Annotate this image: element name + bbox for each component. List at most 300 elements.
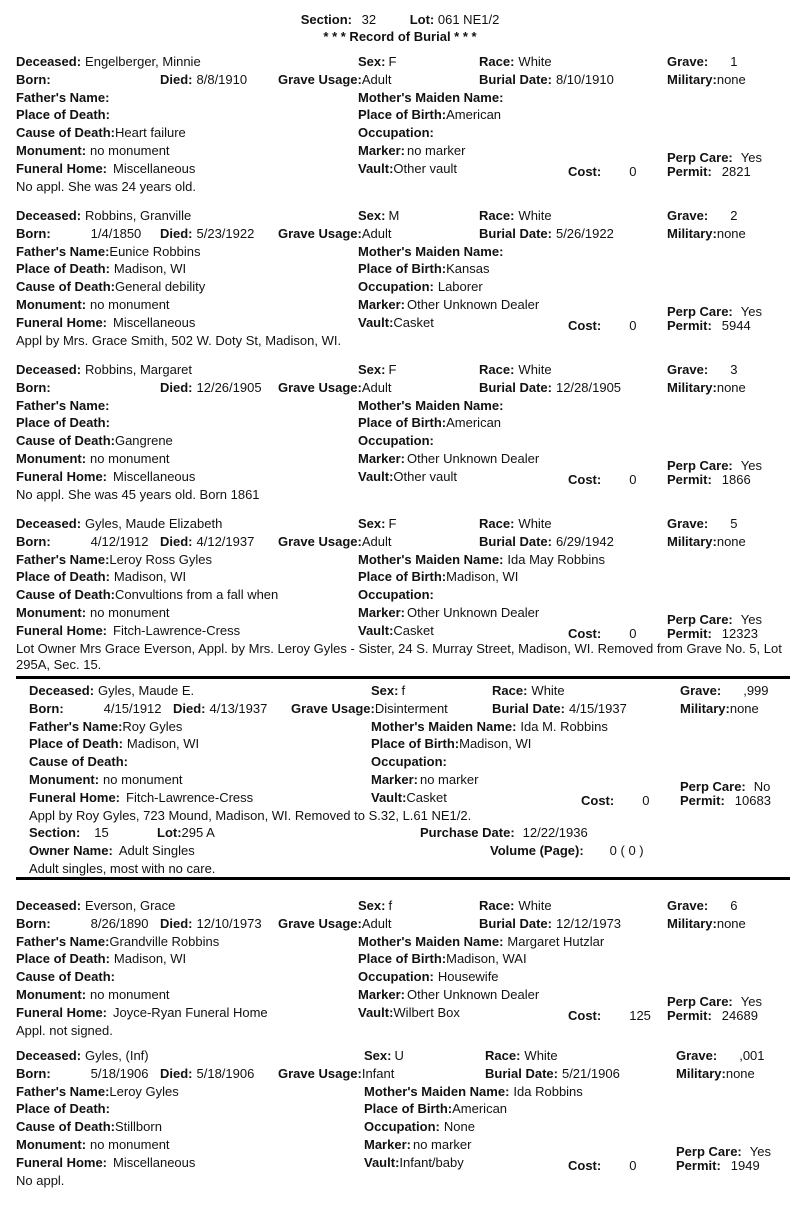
field-born xyxy=(16,1066,149,1082)
field-cause-of-death xyxy=(16,1119,162,1135)
funeral-home-value: Miscellaneous xyxy=(113,315,196,330)
field-born xyxy=(16,72,91,88)
sex-label: Sex: xyxy=(358,516,386,531)
burial-date-value: 5/21/1906 xyxy=(561,1066,620,1081)
field-place-of-birth xyxy=(364,1101,507,1117)
cost-label: Cost: xyxy=(568,164,602,179)
mothers-maiden-name-label: Mother's Maiden Name: xyxy=(358,244,504,259)
grave-label: Grave: xyxy=(667,208,709,223)
cause-of-death-value: General debility xyxy=(114,279,206,294)
place-of-death-label: Place of Death: xyxy=(16,415,110,430)
field-grave-usage xyxy=(278,534,391,550)
race-value: White xyxy=(518,516,552,531)
purchase-date-value: 12/22/1936 xyxy=(522,825,588,840)
born-value: 4/15/1912 xyxy=(103,701,162,716)
lot-value: 061 NE1/2 xyxy=(437,12,500,27)
grave-usage-value: Infant xyxy=(361,1066,395,1081)
field-grave xyxy=(667,208,737,224)
field-cost xyxy=(568,472,636,488)
race-label: Race: xyxy=(479,898,515,913)
race-value: White xyxy=(518,898,552,913)
field-grave-usage xyxy=(278,226,391,242)
field-cause-of-death xyxy=(16,125,186,141)
lot-label: Lot: xyxy=(409,12,435,27)
cause-of-death-value: Gangrene xyxy=(114,433,173,448)
funeral-home-label: Funeral Home: xyxy=(16,1155,108,1170)
section-value: 15 xyxy=(94,825,109,840)
occupation-label: Occupation: xyxy=(358,587,434,602)
field-cost xyxy=(581,793,649,809)
field-purchase-date xyxy=(420,825,588,841)
died-value: 12/10/1973 xyxy=(196,916,262,931)
burial-record xyxy=(0,516,800,676)
vault-label: Vault: xyxy=(364,1155,400,1170)
mothers-maiden-name-label: Mother's Maiden Name: xyxy=(364,1084,510,1099)
deceased-label: Deceased: xyxy=(29,683,95,698)
military-label: Military: xyxy=(680,701,730,716)
field-sex xyxy=(358,208,399,224)
perp-care-value: Yes xyxy=(740,612,762,627)
field-permit xyxy=(680,793,771,809)
mothers-maiden-name-label: Mother's Maiden Name: xyxy=(358,552,504,567)
grave-value: ,999 xyxy=(743,683,769,698)
field-marker xyxy=(358,451,539,467)
field-vault xyxy=(358,623,434,639)
cause-of-death-label: Cause of Death: xyxy=(16,587,115,602)
field-sex xyxy=(364,1048,404,1064)
perp-care-value: Yes xyxy=(740,458,762,473)
military-label: Military: xyxy=(667,916,717,931)
field-grave-usage xyxy=(278,380,391,396)
field-grave xyxy=(667,516,737,532)
field-monument xyxy=(16,451,170,467)
field-cause-of-death xyxy=(29,754,128,770)
field-grave-usage xyxy=(291,701,448,717)
field-marker xyxy=(364,1137,472,1153)
grave-value: 5 xyxy=(730,516,738,531)
marker-value: Other Unknown Dealer xyxy=(406,297,540,312)
died-label: Died: xyxy=(160,1066,193,1081)
volume-page-value: 0 ( 0 ) xyxy=(609,843,644,858)
perp-care-value: Yes xyxy=(740,150,762,165)
burial-date-label: Burial Date: xyxy=(485,1066,558,1081)
burial-date-value: 12/28/1905 xyxy=(555,380,622,395)
record-note: No appl. She was 45 years old. Born 1861 xyxy=(16,487,260,502)
perp-care-value: Yes xyxy=(740,994,762,1009)
deceased-value: Robbins, Granville xyxy=(85,208,192,223)
place-of-death-value: Madison, WI xyxy=(113,569,187,584)
section-value: 32 xyxy=(361,12,377,27)
field-race xyxy=(492,683,565,699)
field-fathers-name xyxy=(16,1084,179,1100)
race-value: White xyxy=(518,208,552,223)
field-sex xyxy=(358,54,396,70)
permit-label: Permit: xyxy=(667,472,712,487)
deceased-label: Deceased: xyxy=(16,898,82,913)
perp-care-label: Perp Care: xyxy=(667,150,733,165)
burial-record xyxy=(0,683,800,876)
mothers-maiden-name-value: Margaret Hutzlar xyxy=(507,934,605,949)
monument-label: Monument: xyxy=(16,297,87,312)
cause-of-death-label: Cause of Death: xyxy=(16,969,115,984)
grave-label: Grave: xyxy=(667,362,709,377)
field-mothers-maiden-name xyxy=(371,719,608,735)
field-owner-name xyxy=(29,843,195,859)
monument-value: no monument xyxy=(90,1137,170,1152)
cause-of-death-label: Cause of Death: xyxy=(16,1119,115,1134)
field-place-of-death xyxy=(16,415,114,431)
vault-value: Casket xyxy=(393,623,434,638)
born-label: Born: xyxy=(29,701,64,716)
place-of-birth-value: American xyxy=(446,415,502,430)
born-label: Born: xyxy=(16,916,51,931)
field-died xyxy=(160,916,262,932)
deceased-value: Gyles, (Inf) xyxy=(85,1048,149,1063)
field-cause-of-death xyxy=(16,587,278,603)
field-sex xyxy=(371,683,405,699)
occupation-value: Housewife xyxy=(437,969,499,984)
burial-record xyxy=(0,54,800,214)
burial-date-value: 12/12/1973 xyxy=(555,916,622,931)
field-occupation xyxy=(358,125,438,141)
field-deceased xyxy=(16,362,192,378)
field-occupation xyxy=(371,754,451,770)
cause-of-death-value: Stillborn xyxy=(114,1119,162,1134)
race-label: Race: xyxy=(479,208,515,223)
deceased-label: Deceased: xyxy=(16,1048,82,1063)
field-mothers-maiden-name xyxy=(358,398,507,414)
field-military xyxy=(667,380,746,396)
field-military xyxy=(667,916,746,932)
monument-label: Monument: xyxy=(16,987,87,1002)
permit-value: 10683 xyxy=(734,793,771,808)
burial-date-label: Burial Date: xyxy=(479,534,552,549)
field-vault xyxy=(358,469,457,485)
permit-label: Permit: xyxy=(667,164,712,179)
cost-label: Cost: xyxy=(568,318,602,333)
burial-date-value: 5/26/1922 xyxy=(555,226,614,241)
perp-care-value: Yes xyxy=(749,1144,771,1159)
field-funeral-home xyxy=(16,161,195,177)
place-of-death-value: Madison, WI xyxy=(113,261,187,276)
monument-label: Monument: xyxy=(16,143,87,158)
deceased-label: Deceased: xyxy=(16,208,82,223)
field-funeral-home xyxy=(16,1155,195,1171)
sex-label: Sex: xyxy=(358,208,386,223)
fathers-name-value: Leroy Ross Gyles xyxy=(109,552,212,567)
field-place-of-birth xyxy=(358,951,527,967)
field-cost xyxy=(568,164,636,180)
mothers-maiden-name-value: Ida Robbins xyxy=(513,1084,583,1099)
cost-value: 0 xyxy=(629,318,637,333)
purchase-date-label: Purchase Date: xyxy=(420,825,515,840)
grave-label: Grave: xyxy=(667,54,709,69)
permit-value: 24689 xyxy=(721,1008,758,1023)
field-race xyxy=(479,898,552,914)
place-of-birth-label: Place of Birth: xyxy=(358,569,447,584)
field-mothers-maiden-name xyxy=(358,934,604,950)
occupation-label: Occupation: xyxy=(364,1119,440,1134)
military-value: none xyxy=(725,1066,755,1081)
occupation-label: Occupation: xyxy=(371,754,447,769)
field-funeral-home xyxy=(16,623,240,639)
field-permit xyxy=(667,1008,758,1024)
died-label: Died: xyxy=(160,916,193,931)
died-value: 8/8/1910 xyxy=(196,72,248,87)
cost-label: Cost: xyxy=(568,1008,602,1023)
marker-label: Marker: xyxy=(358,297,405,312)
field-occupation xyxy=(358,587,438,603)
place-of-birth-value: Madison, WI xyxy=(459,736,532,751)
born-label: Born: xyxy=(16,226,51,241)
vault-value: Casket xyxy=(406,790,447,805)
perp-care-value: Yes xyxy=(740,304,762,319)
occupation-label: Occupation: xyxy=(358,279,434,294)
place-of-birth-label: Place of Birth: xyxy=(358,261,447,276)
vault-value: Wilbert Box xyxy=(393,1005,460,1020)
field-fathers-name xyxy=(16,398,109,414)
occupation-label: Occupation: xyxy=(358,125,434,140)
field-marker xyxy=(358,143,466,159)
field-permit xyxy=(667,472,751,488)
vault-label: Vault: xyxy=(358,623,394,638)
funeral-home-label: Funeral Home: xyxy=(16,161,108,176)
place-of-birth-value: American xyxy=(452,1101,508,1116)
field-military xyxy=(680,701,759,717)
field-occupation xyxy=(358,279,483,295)
field-burial-date xyxy=(479,226,614,242)
place-of-birth-value: Madison, WAI xyxy=(446,951,527,966)
volume-page-label: Volume (Page): xyxy=(490,843,584,858)
race-label: Race: xyxy=(485,1048,521,1063)
field-place-of-death xyxy=(16,107,114,123)
field-race xyxy=(479,208,552,224)
mothers-maiden-name-label: Mother's Maiden Name: xyxy=(358,90,504,105)
field-burial-date xyxy=(479,916,621,932)
fathers-name-value: Leroy Gyles xyxy=(109,1084,179,1099)
marker-label: Marker: xyxy=(358,143,405,158)
vault-value: Casket xyxy=(393,315,434,330)
field-died xyxy=(160,534,254,550)
field-fathers-name xyxy=(16,934,219,950)
marker-label: Marker: xyxy=(358,451,405,466)
grave-usage-label: Grave Usage: xyxy=(291,701,375,716)
fathers-name-label: Father's Name: xyxy=(16,1084,110,1099)
funeral-home-label: Funeral Home: xyxy=(29,790,121,805)
grave-label: Grave: xyxy=(667,516,709,531)
field-marker xyxy=(358,605,539,621)
permit-label: Permit: xyxy=(667,626,712,641)
grave-value: 6 xyxy=(730,898,738,913)
field-deceased xyxy=(16,208,191,224)
owner-name-value: Adult Singles xyxy=(118,843,195,858)
field-place-of-birth xyxy=(358,569,518,585)
field-marker xyxy=(371,772,479,788)
grave-usage-value: Adult xyxy=(361,380,392,395)
field-born xyxy=(29,701,162,717)
burial-date-value: 8/10/1910 xyxy=(555,72,614,87)
field-burial-date xyxy=(485,1066,620,1082)
field-lot xyxy=(157,825,215,841)
cause-of-death-label: Cause of Death: xyxy=(16,125,115,140)
sex-value: f xyxy=(388,898,393,913)
died-value: 4/12/1937 xyxy=(196,534,255,549)
burial-date-label: Burial Date: xyxy=(492,701,565,716)
field-born xyxy=(16,534,149,550)
record-divider xyxy=(16,877,790,880)
died-label: Died: xyxy=(160,380,193,395)
field-race xyxy=(479,516,552,532)
permit-value: 1866 xyxy=(721,472,751,487)
deceased-label: Deceased: xyxy=(16,362,82,377)
field-permit xyxy=(667,164,751,180)
monument-value: no monument xyxy=(90,987,170,1002)
field-military xyxy=(667,226,746,242)
field-fathers-name xyxy=(29,719,182,735)
military-label: Military: xyxy=(676,1066,726,1081)
field-burial-date xyxy=(479,72,614,88)
race-value: White xyxy=(524,1048,558,1063)
field-cost xyxy=(568,1158,636,1174)
fathers-name-label: Father's Name: xyxy=(16,90,110,105)
place-of-birth-label: Place of Birth: xyxy=(358,107,447,122)
occupation-label: Occupation: xyxy=(358,433,434,448)
perp-care-value: No xyxy=(753,779,771,794)
place-of-death-label: Place of Death: xyxy=(16,261,110,276)
grave-usage-value: Adult xyxy=(361,72,392,87)
field-cost xyxy=(568,626,636,642)
sex-value: F xyxy=(388,54,397,69)
deceased-label: Deceased: xyxy=(16,54,82,69)
sex-value: f xyxy=(401,683,406,698)
monument-value: no monument xyxy=(90,297,170,312)
mothers-maiden-name-label: Mother's Maiden Name: xyxy=(358,398,504,413)
race-value: White xyxy=(531,683,565,698)
place-of-death-label: Place of Death: xyxy=(29,736,123,751)
record-note: Appl by Mrs. Grace Smith, 502 W. Doty St, Madison, WI. xyxy=(16,333,342,348)
field-grave xyxy=(667,898,737,914)
field-deceased xyxy=(16,54,201,70)
field-military xyxy=(667,534,746,550)
field-marker xyxy=(358,297,539,313)
burial-date-value: 4/15/1937 xyxy=(568,701,627,716)
permit-value: 1949 xyxy=(730,1158,760,1173)
field-military xyxy=(676,1066,755,1082)
born-label: Born: xyxy=(16,380,51,395)
monument-label: Monument: xyxy=(16,605,87,620)
burial-date-label: Burial Date: xyxy=(479,380,552,395)
field-occupation xyxy=(358,969,499,985)
cost-value: 0 xyxy=(642,793,650,808)
section-lot-line xyxy=(0,12,800,27)
perp-care-label: Perp Care: xyxy=(667,612,733,627)
field-born xyxy=(16,916,149,932)
lot-value: 295 A xyxy=(181,825,215,840)
field-sex xyxy=(358,516,396,532)
cost-value: 125 xyxy=(629,1008,651,1023)
field-monument xyxy=(16,605,170,621)
military-value: none xyxy=(716,72,746,87)
sex-label: Sex: xyxy=(358,54,386,69)
record-note: Lot Owner Mrs Grace Everson, Appl. by Mrs. Leroy Gyles - Sister, 24 S. Murray Street, Madison, WI. Removed from Grave No. 5, Lot 295A, Sec. 15. xyxy=(16,641,782,672)
field-place-of-death xyxy=(16,951,186,967)
permit-label: Permit: xyxy=(676,1158,721,1173)
place-of-birth-label: Place of Birth: xyxy=(358,415,447,430)
military-value: none xyxy=(729,701,759,716)
born-label: Born: xyxy=(16,534,51,549)
field-vault xyxy=(358,161,457,177)
burial-record xyxy=(0,362,800,522)
field-vault xyxy=(358,1005,460,1021)
vault-value: Infant/baby xyxy=(399,1155,464,1170)
race-label: Race: xyxy=(479,54,515,69)
burial-date-label: Burial Date: xyxy=(479,226,552,241)
field-mothers-maiden-name xyxy=(364,1084,583,1100)
born-value: 1/4/1850 xyxy=(90,226,142,241)
field-mothers-maiden-name xyxy=(358,90,507,106)
burial-record xyxy=(0,208,800,368)
monument-label: Monument: xyxy=(16,451,87,466)
field-cause-of-death xyxy=(16,279,205,295)
field-place-of-death xyxy=(16,261,186,277)
mothers-maiden-name-value: Ida M. Robbins xyxy=(520,719,608,734)
field-grave xyxy=(680,683,769,699)
field-place-of-death xyxy=(16,1101,114,1117)
permit-label: Permit: xyxy=(680,793,725,808)
monument-value: no monument xyxy=(90,143,170,158)
field-died xyxy=(160,380,262,396)
marker-value: no marker xyxy=(406,143,466,158)
field-deceased xyxy=(16,1048,149,1064)
sex-label: Sex: xyxy=(358,362,386,377)
field-vault xyxy=(358,315,434,331)
field-grave xyxy=(676,1048,765,1064)
field-fathers-name xyxy=(16,90,109,106)
marker-value: no marker xyxy=(419,772,479,787)
funeral-home-label: Funeral Home: xyxy=(16,1005,108,1020)
funeral-home-value: Miscellaneous xyxy=(113,469,196,484)
sex-value: U xyxy=(394,1048,404,1063)
born-label: Born: xyxy=(16,72,51,87)
deceased-value: Everson, Grace xyxy=(85,898,176,913)
monument-value: no monument xyxy=(103,772,183,787)
funeral-home-value: Fitch-Lawrence-Cress xyxy=(126,790,254,805)
cost-value: 0 xyxy=(629,164,637,179)
sex-value: F xyxy=(388,362,397,377)
cause-of-death-value: Convultions from a fall when xyxy=(114,587,279,602)
vault-label: Vault: xyxy=(358,1005,394,1020)
cause-of-death-label: Cause of Death: xyxy=(16,433,115,448)
cost-label: Cost: xyxy=(568,626,602,641)
military-label: Military: xyxy=(667,72,717,87)
field-place-of-birth xyxy=(358,261,490,277)
marker-label: Marker: xyxy=(358,605,405,620)
field-place-of-birth xyxy=(358,415,501,431)
died-label: Died: xyxy=(160,72,193,87)
military-value: none xyxy=(716,916,746,931)
occupation-value: None xyxy=(443,1119,475,1134)
field-grave-usage xyxy=(278,1066,394,1082)
deceased-label: Deceased: xyxy=(16,516,82,531)
field-sex xyxy=(358,898,392,914)
field-place-of-birth xyxy=(371,736,531,752)
field-died xyxy=(160,72,247,88)
perp-care-label: Perp Care: xyxy=(676,1144,742,1159)
field-cost xyxy=(568,318,636,334)
field-place-of-death xyxy=(16,569,186,585)
field-permit xyxy=(667,626,758,642)
sex-label: Sex: xyxy=(371,683,399,698)
